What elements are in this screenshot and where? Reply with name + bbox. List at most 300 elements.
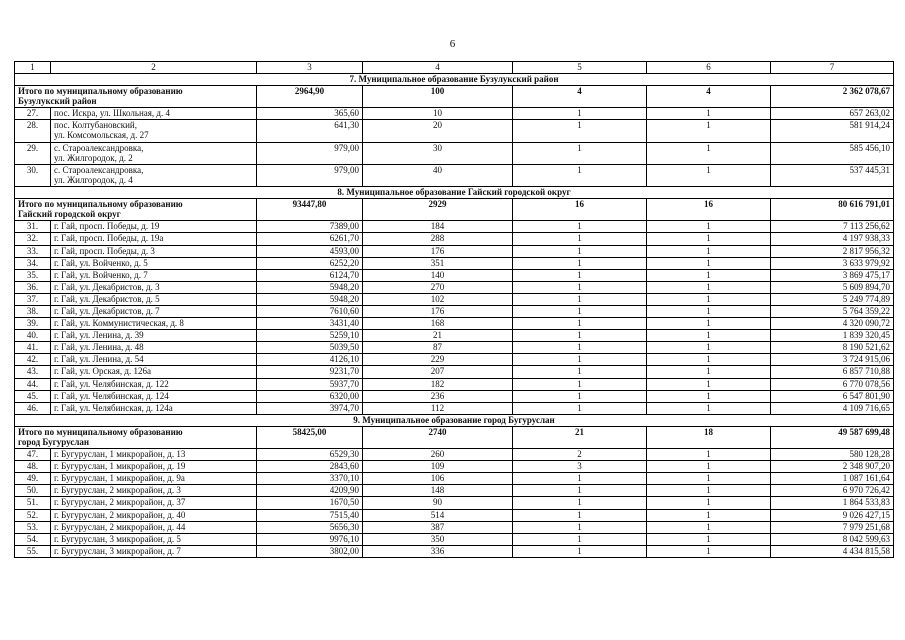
section-total-row xyxy=(15,86,894,108)
row-address xyxy=(51,142,257,164)
row-residents: 10 xyxy=(363,108,513,120)
row-cost: 2 348 907,20 xyxy=(771,461,894,473)
row-area: 3431,40 xyxy=(257,318,363,330)
row-col6: 1 xyxy=(647,473,771,485)
section-title: 9. Муниципальное образование город Бугуруслан xyxy=(15,414,894,426)
text-line: г. Бугуруслан, 3 микрорайон, д. 5 xyxy=(54,533,181,544)
column-header: 3 xyxy=(257,62,363,74)
total-col5: 4 xyxy=(513,86,647,108)
row-number: 33. xyxy=(15,245,51,257)
text-line: г. Гай, просп. Победы, д. 19а xyxy=(54,233,164,244)
row-address xyxy=(51,120,257,142)
row-cost: 3 724 915,06 xyxy=(771,354,894,366)
column-header: 2 xyxy=(51,62,257,74)
row-area: 6320,00 xyxy=(257,390,363,402)
total-cost: 2 362 078,67 xyxy=(771,86,894,108)
section-title: 7. Муниципальное образование Бузулукский район xyxy=(15,74,894,86)
table-row xyxy=(15,142,894,164)
row-col5: 1 xyxy=(513,509,647,521)
row-col5: 1 xyxy=(513,318,647,330)
row-address xyxy=(51,245,257,257)
row-address xyxy=(51,473,257,485)
row-area: 1670,50 xyxy=(257,497,363,509)
row-col6: 1 xyxy=(647,142,771,164)
table-row xyxy=(15,221,894,233)
column-header: 7 xyxy=(771,62,894,74)
row-col5: 1 xyxy=(513,473,647,485)
section-title-row xyxy=(15,187,894,199)
row-col5: 1 xyxy=(513,269,647,281)
row-col5: 1 xyxy=(513,342,647,354)
total-residents: 2740 xyxy=(363,426,513,448)
text-line: с. Староалександровка, xyxy=(54,142,144,153)
text-line: г. Гай, ул. Челябинская, д. 124 xyxy=(54,390,169,401)
table-row xyxy=(15,245,894,257)
row-address xyxy=(51,269,257,281)
row-cost: 3 633 979,92 xyxy=(771,257,894,269)
row-residents: 87 xyxy=(363,342,513,354)
text-line: г. Гай, ул. Челябинская, д. 122 xyxy=(54,378,169,389)
row-residents: 148 xyxy=(363,485,513,497)
row-number: 27. xyxy=(15,108,51,120)
total-label xyxy=(15,199,257,221)
row-col6: 1 xyxy=(647,269,771,281)
row-residents: 140 xyxy=(363,269,513,281)
row-residents: 184 xyxy=(363,221,513,233)
row-cost: 8 042 599,63 xyxy=(771,533,894,545)
row-number: 42. xyxy=(15,354,51,366)
row-address xyxy=(51,293,257,305)
text-line: Гайский городской округ xyxy=(18,209,121,220)
row-residents: 30 xyxy=(363,142,513,164)
row-cost: 5 609 894,70 xyxy=(771,281,894,293)
total-cost: 49 587 699,48 xyxy=(771,426,894,448)
row-col5: 1 xyxy=(513,545,647,557)
row-area: 365,60 xyxy=(257,108,363,120)
total-col6: 16 xyxy=(647,199,771,221)
row-area: 641,30 xyxy=(257,120,363,142)
row-cost: 580 128,28 xyxy=(771,449,894,461)
row-number: 38. xyxy=(15,305,51,317)
row-address xyxy=(51,281,257,293)
row-area: 3974,70 xyxy=(257,402,363,414)
text-line: с. Староалександровка, xyxy=(54,164,144,175)
row-residents: 168 xyxy=(363,318,513,330)
row-residents: 336 xyxy=(363,545,513,557)
row-address xyxy=(51,521,257,533)
row-col6: 1 xyxy=(647,545,771,557)
total-area: 58425,00 xyxy=(257,426,363,448)
section-title-row xyxy=(15,74,894,86)
column-header: 4 xyxy=(363,62,513,74)
row-area: 4126,10 xyxy=(257,354,363,366)
row-cost: 6 857 710,88 xyxy=(771,366,894,378)
text-line: г. Гай, ул. Челябинская, д. 124а xyxy=(54,402,173,413)
table-row xyxy=(15,449,894,461)
page-number: 6 xyxy=(449,38,456,50)
row-address xyxy=(51,108,257,120)
row-residents: 350 xyxy=(363,533,513,545)
row-number: 46. xyxy=(15,402,51,414)
row-residents: 109 xyxy=(363,461,513,473)
column-header: 5 xyxy=(513,62,647,74)
row-residents: 387 xyxy=(363,521,513,533)
table-row xyxy=(15,390,894,402)
text-line: город Бугуруслан xyxy=(18,436,90,447)
row-residents: 20 xyxy=(363,120,513,142)
text-line: г. Гай, просп. Победы, д. 19 xyxy=(54,221,160,232)
row-residents: 106 xyxy=(363,473,513,485)
row-col6: 1 xyxy=(647,330,771,342)
row-col5: 1 xyxy=(513,142,647,164)
row-address xyxy=(51,257,257,269)
text-line: г. Гай, ул. Декабристов, д. 3 xyxy=(54,281,160,292)
row-cost: 4 320 090,72 xyxy=(771,318,894,330)
row-col6: 1 xyxy=(647,509,771,521)
row-address xyxy=(51,461,257,473)
total-area: 2964,90 xyxy=(257,86,363,108)
row-cost: 7 113 256,62 xyxy=(771,221,894,233)
section-total-row xyxy=(15,199,894,221)
row-residents: 270 xyxy=(363,281,513,293)
row-area: 7515,40 xyxy=(257,509,363,521)
table-row xyxy=(15,305,894,317)
row-number: 30. xyxy=(15,164,51,186)
row-cost: 1 839 320,45 xyxy=(771,330,894,342)
row-area: 979,00 xyxy=(257,164,363,186)
row-residents: 229 xyxy=(363,354,513,366)
table-row xyxy=(15,473,894,485)
row-address xyxy=(51,485,257,497)
row-col6: 1 xyxy=(647,318,771,330)
row-address xyxy=(51,378,257,390)
row-cost: 581 914,24 xyxy=(771,120,894,142)
row-col6: 1 xyxy=(647,221,771,233)
text-line: г. Гай, ул. Войченко, д. 7 xyxy=(54,269,148,280)
row-number: 31. xyxy=(15,221,51,233)
row-area: 7610,60 xyxy=(257,305,363,317)
row-cost: 5 249 774,89 xyxy=(771,293,894,305)
row-address xyxy=(51,509,257,521)
table-row xyxy=(15,293,894,305)
row-residents: 207 xyxy=(363,366,513,378)
table-row xyxy=(15,461,894,473)
row-col5: 1 xyxy=(513,497,647,509)
text-line: г. Гай, просп. Победы, д. 3 xyxy=(54,245,155,256)
column-header: 6 xyxy=(647,62,771,74)
row-number: 41. xyxy=(15,342,51,354)
table-row xyxy=(15,281,894,293)
row-col5: 1 xyxy=(513,305,647,317)
row-col6: 1 xyxy=(647,390,771,402)
row-residents: 351 xyxy=(363,257,513,269)
row-address xyxy=(51,221,257,233)
table-row xyxy=(15,533,894,545)
table-row xyxy=(15,330,894,342)
row-number: 51. xyxy=(15,497,51,509)
row-cost: 3 869 475,17 xyxy=(771,269,894,281)
table-row xyxy=(15,269,894,281)
row-number: 35. xyxy=(15,269,51,281)
row-number: 50. xyxy=(15,485,51,497)
text-line: пос. Колтубановский, xyxy=(54,120,137,131)
table-body xyxy=(15,62,894,558)
row-area: 4593,00 xyxy=(257,245,363,257)
row-number: 37. xyxy=(15,293,51,305)
row-number: 36. xyxy=(15,281,51,293)
row-col5: 1 xyxy=(513,521,647,533)
text-line: г. Гай, ул. Орская, д. 126а xyxy=(54,366,152,377)
row-number: 52. xyxy=(15,509,51,521)
row-col6: 1 xyxy=(647,281,771,293)
row-address xyxy=(51,354,257,366)
row-address xyxy=(51,366,257,378)
row-cost: 6 547 801,90 xyxy=(771,390,894,402)
row-area: 5937,70 xyxy=(257,378,363,390)
text-line: Итого по муниципальному образованию xyxy=(18,86,183,97)
row-col5: 1 xyxy=(513,221,647,233)
total-residents: 100 xyxy=(363,86,513,108)
total-cost: 80 616 791,01 xyxy=(771,199,894,221)
row-col6: 1 xyxy=(647,533,771,545)
table-row xyxy=(15,521,894,533)
table-row xyxy=(15,164,894,186)
section-title-row xyxy=(15,414,894,426)
row-cost: 8 190 521,62 xyxy=(771,342,894,354)
housing-table xyxy=(14,61,894,558)
total-col6: 18 xyxy=(647,426,771,448)
row-residents: 514 xyxy=(363,509,513,521)
text-line: ул. Комсомольская, д. 27 xyxy=(54,130,149,141)
text-line: г. Гай, ул. Декабристов, д. 7 xyxy=(54,305,160,316)
row-number: 28. xyxy=(15,120,51,142)
table-row xyxy=(15,108,894,120)
row-area: 9976,10 xyxy=(257,533,363,545)
row-area: 5259,10 xyxy=(257,330,363,342)
row-area: 4209,90 xyxy=(257,485,363,497)
row-cost: 4 197 938,33 xyxy=(771,233,894,245)
row-number: 29. xyxy=(15,142,51,164)
text-line: пос. Искра, ул. Школьная, д. 4 xyxy=(54,108,170,119)
row-address xyxy=(51,330,257,342)
row-col6: 1 xyxy=(647,120,771,142)
row-cost: 9 026 427,15 xyxy=(771,509,894,521)
row-col5: 1 xyxy=(513,533,647,545)
text-line: г. Бугуруслан, 3 микрорайон, д. 7 xyxy=(54,545,181,556)
row-col6: 1 xyxy=(647,164,771,186)
row-number: 32. xyxy=(15,233,51,245)
table-row xyxy=(15,318,894,330)
total-label xyxy=(15,86,257,108)
row-area: 5656,30 xyxy=(257,521,363,533)
text-line: г. Гай, ул. Ленина, д. 39 xyxy=(54,330,144,341)
row-col5: 1 xyxy=(513,120,647,142)
text-line: ул. Жилгородок, д. 2 xyxy=(54,152,133,163)
row-col6: 1 xyxy=(647,354,771,366)
row-col6: 1 xyxy=(647,461,771,473)
text-line: г. Бугуруслан, 2 микрорайон, д. 3 xyxy=(54,485,181,496)
row-col6: 1 xyxy=(647,485,771,497)
row-address xyxy=(51,390,257,402)
row-residents: 112 xyxy=(363,402,513,414)
row-col6: 1 xyxy=(647,108,771,120)
row-area: 2843,60 xyxy=(257,461,363,473)
row-cost: 6 970 726,42 xyxy=(771,485,894,497)
row-address xyxy=(51,305,257,317)
row-area: 6529,30 xyxy=(257,449,363,461)
row-address xyxy=(51,545,257,557)
text-line: г. Гай, ул. Декабристов, д. 5 xyxy=(54,293,160,304)
row-number: 43. xyxy=(15,366,51,378)
row-residents: 176 xyxy=(363,245,513,257)
row-col6: 1 xyxy=(647,293,771,305)
row-col6: 1 xyxy=(647,521,771,533)
row-number: 48. xyxy=(15,461,51,473)
row-residents: 102 xyxy=(363,293,513,305)
table-row xyxy=(15,545,894,557)
row-number: 40. xyxy=(15,330,51,342)
row-number: 54. xyxy=(15,533,51,545)
row-cost: 1 864 533,83 xyxy=(771,497,894,509)
row-residents: 182 xyxy=(363,378,513,390)
text-line: г. Гай, ул. Ленина, д. 54 xyxy=(54,354,144,365)
row-col6: 1 xyxy=(647,366,771,378)
text-line: Итого по муниципальному образованию xyxy=(18,426,183,437)
row-number: 47. xyxy=(15,449,51,461)
total-col6: 4 xyxy=(647,86,771,108)
text-line: г. Бугуруслан, 1 микрорайон, д. 9а xyxy=(54,473,185,484)
table-row xyxy=(15,233,894,245)
row-address xyxy=(51,533,257,545)
table-row xyxy=(15,485,894,497)
row-col5: 1 xyxy=(513,108,647,120)
table-row xyxy=(15,354,894,366)
text-line: г. Бугуруслан, 2 микрорайон, д. 40 xyxy=(54,509,186,520)
table-row xyxy=(15,509,894,521)
row-cost: 585 456,10 xyxy=(771,142,894,164)
table-row xyxy=(15,497,894,509)
row-number: 45. xyxy=(15,390,51,402)
row-col6: 1 xyxy=(647,378,771,390)
column-header: 1 xyxy=(15,62,51,74)
row-residents: 260 xyxy=(363,449,513,461)
row-residents: 40 xyxy=(363,164,513,186)
row-address xyxy=(51,342,257,354)
row-residents: 176 xyxy=(363,305,513,317)
row-col6: 1 xyxy=(647,245,771,257)
text-line: г. Бугуруслан, 2 микрорайон, д. 44 xyxy=(54,521,186,532)
row-address xyxy=(51,497,257,509)
row-residents: 288 xyxy=(363,233,513,245)
row-number: 39. xyxy=(15,318,51,330)
row-area: 5039,50 xyxy=(257,342,363,354)
row-number: 34. xyxy=(15,257,51,269)
total-label xyxy=(15,426,257,448)
row-col5: 2 xyxy=(513,449,647,461)
row-area: 6261,70 xyxy=(257,233,363,245)
row-col5: 1 xyxy=(513,485,647,497)
text-line: Итого по муниципальному образованию xyxy=(18,199,183,210)
table-row xyxy=(15,366,894,378)
row-number: 49. xyxy=(15,473,51,485)
row-address xyxy=(51,164,257,186)
total-residents: 2929 xyxy=(363,199,513,221)
text-line: г. Гай, ул. Ленина, д. 48 xyxy=(54,342,144,353)
row-area: 6252,20 xyxy=(257,257,363,269)
row-col5: 1 xyxy=(513,293,647,305)
row-cost: 5 764 359,22 xyxy=(771,305,894,317)
row-cost: 4 109 716,65 xyxy=(771,402,894,414)
row-col5: 1 xyxy=(513,366,647,378)
row-col5: 1 xyxy=(513,281,647,293)
row-number: 55. xyxy=(15,545,51,557)
row-col5: 1 xyxy=(513,330,647,342)
row-cost: 2 817 956,32 xyxy=(771,245,894,257)
text-line: г. Бугуруслан, 1 микрорайон, д. 13 xyxy=(54,449,186,460)
row-col5: 1 xyxy=(513,390,647,402)
row-residents: 236 xyxy=(363,390,513,402)
table-row xyxy=(15,342,894,354)
row-col6: 1 xyxy=(647,233,771,245)
row-area: 6124,70 xyxy=(257,269,363,281)
total-col5: 21 xyxy=(513,426,647,448)
text-line: г. Гай, ул. Коммунистическая, д. 8 xyxy=(54,318,184,329)
row-cost: 657 263,02 xyxy=(771,108,894,120)
text-line: г. Бугуруслан, 1 микрорайон, д. 19 xyxy=(54,461,186,472)
table-row xyxy=(15,378,894,390)
section-total-row xyxy=(15,426,894,448)
row-col5: 1 xyxy=(513,402,647,414)
row-area: 3802,00 xyxy=(257,545,363,557)
row-number: 53. xyxy=(15,521,51,533)
row-col5: 1 xyxy=(513,245,647,257)
row-col6: 1 xyxy=(647,497,771,509)
row-number: 44. xyxy=(15,378,51,390)
row-col6: 1 xyxy=(647,402,771,414)
row-residents: 90 xyxy=(363,497,513,509)
row-col5: 1 xyxy=(513,164,647,186)
row-area: 3370,10 xyxy=(257,473,363,485)
row-cost: 4 434 815,58 xyxy=(771,545,894,557)
row-address xyxy=(51,449,257,461)
row-col6: 1 xyxy=(647,305,771,317)
row-col6: 1 xyxy=(647,342,771,354)
row-address xyxy=(51,402,257,414)
text-line: г. Бугуруслан, 2 микрорайон, д. 37 xyxy=(54,497,186,508)
total-col5: 16 xyxy=(513,199,647,221)
row-address xyxy=(51,233,257,245)
row-area: 979,00 xyxy=(257,142,363,164)
row-col5: 1 xyxy=(513,257,647,269)
row-area: 5948,20 xyxy=(257,281,363,293)
row-residents: 21 xyxy=(363,330,513,342)
row-cost: 7 979 251,68 xyxy=(771,521,894,533)
row-cost: 1 087 161,64 xyxy=(771,473,894,485)
row-cost: 6 770 078,56 xyxy=(771,378,894,390)
row-col5: 3 xyxy=(513,461,647,473)
column-header-row xyxy=(15,62,894,74)
row-area: 5948,20 xyxy=(257,293,363,305)
text-line: ул. Жилгородок, д. 4 xyxy=(54,174,133,185)
row-col5: 1 xyxy=(513,354,647,366)
table-row xyxy=(15,257,894,269)
row-area: 7389,00 xyxy=(257,221,363,233)
row-col6: 1 xyxy=(647,257,771,269)
row-col5: 1 xyxy=(513,233,647,245)
row-cost: 537 445,31 xyxy=(771,164,894,186)
text-line: Бузулукский район xyxy=(18,96,97,107)
row-col6: 1 xyxy=(647,449,771,461)
